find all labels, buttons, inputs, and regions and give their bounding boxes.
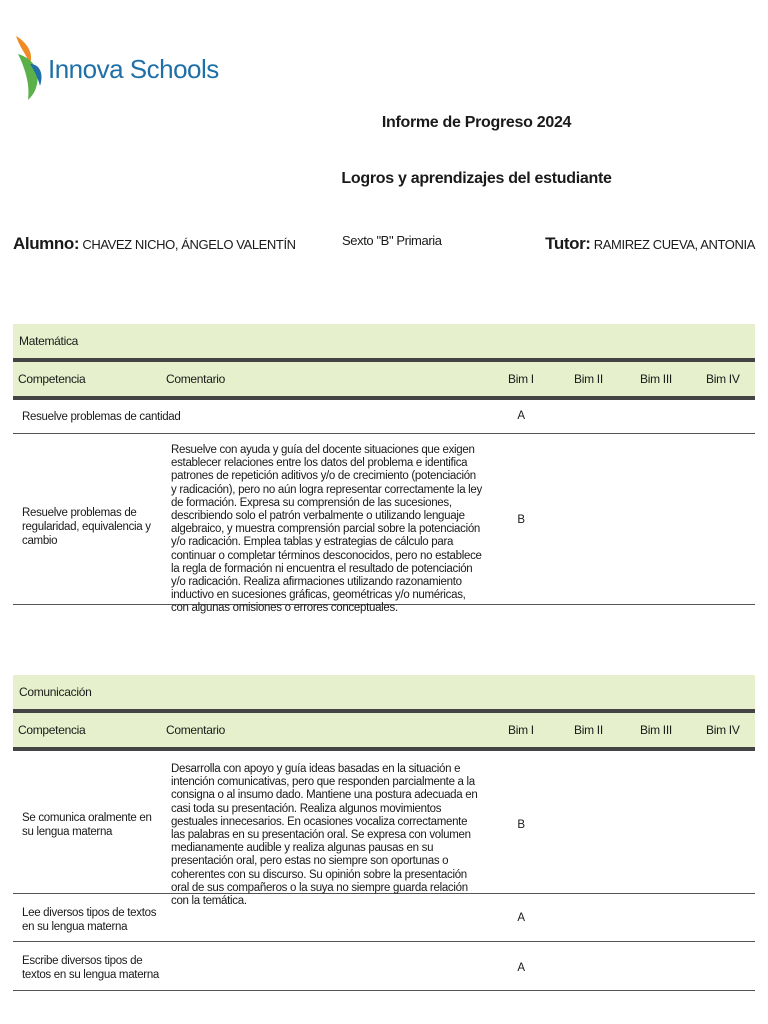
competencia-cell: Se comunica oralmente en su lengua materna bbox=[22, 812, 152, 838]
leaf-logo-icon bbox=[12, 34, 52, 102]
col-bim-2: Bim II bbox=[574, 723, 603, 737]
innova-schools-logo bbox=[12, 34, 219, 102]
tutor-name: RAMIREZ CUEVA, ANTONIA bbox=[593, 237, 755, 252]
grade-bim-1: A bbox=[517, 410, 525, 422]
tutor-label: Tutor: bbox=[545, 234, 591, 253]
student-name: CHAVEZ NICHO, ÁNGELO VALENTÍN bbox=[82, 237, 296, 252]
col-bim-2: Bim II bbox=[574, 372, 603, 386]
table-row bbox=[13, 894, 755, 942]
col-competencia: Competencia bbox=[18, 723, 86, 737]
tutor-info bbox=[545, 234, 755, 254]
report-title: Informe de Progreso 2024 bbox=[381, 114, 572, 131]
table-row bbox=[13, 751, 755, 908]
col-bim-4: Bim IV bbox=[706, 372, 740, 386]
brand-name: Innova Schools bbox=[48, 54, 219, 84]
section-matematica bbox=[13, 324, 755, 615]
section-title: Comunicación bbox=[13, 675, 755, 709]
col-bim-1: Bim I bbox=[508, 723, 534, 737]
column-header-row bbox=[13, 713, 755, 747]
competencia-cell: Escribe diversos tipos de textos en su lengua materna bbox=[22, 955, 160, 981]
col-bim-4: Bim IV bbox=[706, 723, 740, 737]
competencia-cell: Lee diversos tipos de textos en su lengua materna bbox=[22, 907, 157, 933]
table-row bbox=[13, 400, 755, 434]
grade-bim-1: A bbox=[517, 912, 525, 924]
col-bim-3: Bim III bbox=[640, 372, 672, 386]
student-info bbox=[13, 234, 296, 254]
table-row bbox=[13, 942, 755, 991]
comentario-cell: Resuelve con ayuda y guía del docente situaciones que exigen establecer relaciones entre los datos del problema e identifica patrones de repetición aditivos y/o de crecimiento (potenciación y radicación), pero no aún logra representar correctamente la ley de formación. Expresa su comprensión de las sucesiones, describiendo solo el patrón verbalmente o utilizando lenguaje algebraico, y muestra comprensión parcial sobre la potenciación y/o radicación. Emplea tablas y estrategias de cálculo para continuar o completar términos desconocidos, pero no establece la regla de formación ni encuentra el resultado de potenciación y/o radicación. Realiza afirmaciones utilizando razonamiento inductivo en sucesiones gráficas, geométricas y/o numéricas, con algunas omisiones o errores conceptuales. bbox=[171, 444, 482, 615]
column-header-row bbox=[13, 362, 755, 396]
col-bim-1: Bim I bbox=[508, 372, 534, 386]
competencia-cell: Resuelve problemas de regularidad, equivalencia y cambio bbox=[22, 507, 151, 547]
student-label: Alumno: bbox=[13, 234, 80, 253]
table-row bbox=[13, 434, 755, 615]
col-comentario: Comentario bbox=[166, 372, 226, 386]
student-grade: Sexto "B" Primaria bbox=[342, 233, 442, 248]
competencia-cell: Resuelve problemas de cantidad bbox=[22, 411, 181, 423]
grade-bim-1: B bbox=[517, 514, 525, 526]
section-comunicacion bbox=[13, 675, 755, 991]
col-comentario: Comentario bbox=[166, 723, 226, 737]
col-competencia: Competencia bbox=[18, 372, 86, 386]
comentario-cell: Desarrolla con apoyo y guía ideas basadas en la situación e intención comunicativas, pero que responden parcialmente a la consigna o al insumo dado. Mantiene una postura adecuada en casi toda su presentación. Realiza algunos movimientos gestuales innecesarios. En ocasiones vocaliza correctamente las palabras en su presentación oral. Se expresa con volumen medianamente audible y realiza algunas pausas en su presentación oral, pero estas no siempre son oportunas o coherentes con su discurso. Su opinión sobre la presentación oral de sus compañeros o la suya no siempre guarda relación con la temática. bbox=[171, 763, 478, 908]
grade-bim-1: A bbox=[517, 962, 525, 974]
grade-bim-1: B bbox=[517, 819, 525, 831]
section-title: Matemática bbox=[13, 324, 755, 358]
report-subtitle: Logros y aprendizajes del estudiante bbox=[341, 170, 612, 187]
col-bim-3: Bim III bbox=[640, 723, 672, 737]
